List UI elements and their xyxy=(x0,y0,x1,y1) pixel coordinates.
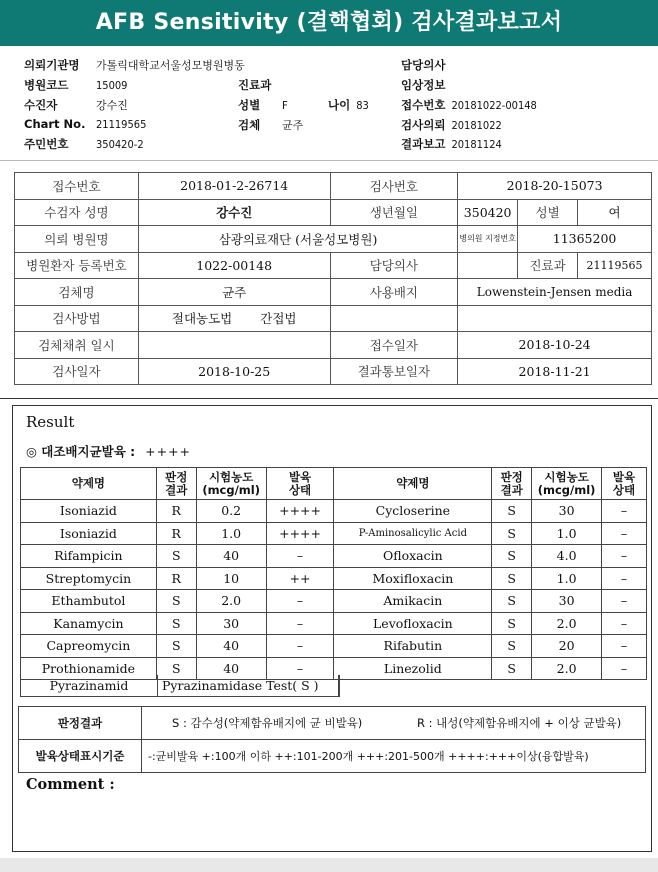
method xyxy=(138,305,330,332)
table-row xyxy=(21,612,647,635)
control-growth: ◎ 대조배지균발육 : ++++ xyxy=(26,444,192,459)
col-growth: 발육 상태 xyxy=(266,468,334,500)
header-test-request: 검사의뢰 20181022 xyxy=(401,118,502,132)
drug-judge-cell: S xyxy=(156,545,196,568)
drug-conc-cell: 40 xyxy=(196,545,266,568)
notify-date-label: 결과통보일자 xyxy=(330,358,458,385)
drug-judge-cell: S xyxy=(156,635,196,658)
drug-judge-cell: S xyxy=(492,657,532,680)
col-conc: 시험농도 (mcg/ml) xyxy=(196,468,266,500)
header-recipient: 수진자 강수진 xyxy=(24,98,128,112)
legend-judge-s: S : 감수성(약제함유배지에 균 비발육) xyxy=(172,716,363,730)
drug-growth-cell: – xyxy=(266,545,334,568)
pyrazinamid-label: Pyrazinamid xyxy=(21,675,158,696)
col-drug-2: 약제명 xyxy=(334,468,492,500)
exam-date-label: 검사일자 xyxy=(15,358,139,385)
method-label: 검사방법 xyxy=(15,305,139,332)
table-row xyxy=(21,590,647,613)
exam-date: 2018-10-25 xyxy=(138,358,330,385)
drug-drug-cell: Streptomycin xyxy=(21,567,157,590)
drug-conc-cell: 40 xyxy=(196,657,266,680)
received-date-label: 접수일자 xyxy=(330,332,458,359)
patient-reg-label: 병원환자 등록번호 xyxy=(15,252,139,279)
patient-name: 강수진 xyxy=(138,199,330,226)
drug-drug-cell: Linezolid xyxy=(334,657,492,680)
drug-growth-cell: – xyxy=(602,522,647,545)
drug-table xyxy=(20,467,647,680)
drug-drug-cell: P-Aminosalicylic Acid xyxy=(334,522,492,545)
sex: 여 xyxy=(578,199,652,226)
table-row xyxy=(21,522,647,545)
drug-growth-cell: – xyxy=(602,500,647,523)
exam-no: 2018-20-15073 xyxy=(458,173,652,200)
header-clinical-info: 임상정보 xyxy=(401,78,446,92)
drug-judge-cell: S xyxy=(492,522,532,545)
result-title: Result xyxy=(26,413,75,431)
drug-drug-cell: Amikacin xyxy=(334,590,492,613)
header-specimen: 검체 균주 xyxy=(238,118,304,132)
section-divider xyxy=(0,398,658,399)
legend-judge-r: R : 내성(약제함유배지에 + 이상 균발육) xyxy=(417,716,622,730)
drug-conc-cell: 10 xyxy=(196,567,266,590)
drug-judge-cell: S xyxy=(492,500,532,523)
drug-growth-cell: – xyxy=(266,657,334,680)
drug-conc-cell: 2.0 xyxy=(532,612,602,635)
drug-conc-cell: 2.0 xyxy=(196,590,266,613)
receipt-no-label: 접수번호 xyxy=(15,173,139,200)
col-judge-2: 판정 결과 xyxy=(492,468,532,500)
bottom-strip xyxy=(0,858,658,872)
legend-growth: -:균비발육 +:100개 이하 ++:101-200개 +++:201-500개 ++++:+++이상(융합발육) xyxy=(142,740,646,773)
drug-conc-cell: 30 xyxy=(532,500,602,523)
drug-drug-cell: Ethambutol xyxy=(21,590,157,613)
drug-conc-cell: 1.0 xyxy=(532,567,602,590)
drug-growth-cell: – xyxy=(602,567,647,590)
req-hospital-label: 의뢰 병원명 xyxy=(15,226,139,253)
drug-drug-cell: Kanamycin xyxy=(21,612,157,635)
header-divider xyxy=(0,160,658,161)
drug-conc-cell: 30 xyxy=(196,612,266,635)
header-sex: 성별 F xyxy=(238,98,288,112)
drug-drug-cell: Cycloserine xyxy=(334,500,492,523)
header-accession: 접수번호 20181022-00148 xyxy=(401,98,537,112)
drug-growth-cell: – xyxy=(266,612,334,635)
drug-growth-cell: ++++ xyxy=(266,500,334,523)
col-growth-2: 발육 상태 xyxy=(602,468,647,500)
col-conc-2: 시험농도 (mcg/ml) xyxy=(532,468,602,500)
header-institution: 의뢰기관명 가톨릭대학교서울성모병원병동 xyxy=(24,58,245,72)
drug-judge-cell: S xyxy=(492,545,532,568)
drug-drug-cell: Moxifloxacin xyxy=(334,567,492,590)
dept-label: 진료과 xyxy=(518,252,578,279)
col-drug: 약제명 xyxy=(21,468,157,500)
legend-judge xyxy=(142,707,646,740)
designated-no: 11365200 xyxy=(518,226,652,253)
collect-value xyxy=(138,332,330,359)
birth-label: 생년월일 xyxy=(330,199,458,226)
drug-conc-cell: 1.0 xyxy=(196,522,266,545)
drug-judge-cell: S xyxy=(156,590,196,613)
specimen: 균주 xyxy=(138,279,330,306)
header-age: 나이 83 xyxy=(328,98,369,112)
drug-judge-cell: R xyxy=(156,522,196,545)
receipt-no: 2018-01-2-26714 xyxy=(138,173,330,200)
header-report: 결과보고 20181124 xyxy=(401,137,502,151)
drug-judge-cell: S xyxy=(492,635,532,658)
drug-growth-cell: – xyxy=(266,590,334,613)
sex-label: 성별 xyxy=(518,199,578,226)
media: Lowenstein-Jensen media xyxy=(458,279,652,306)
patient-info-table xyxy=(14,172,652,385)
doctor-value xyxy=(458,252,518,279)
comment-label: Comment : xyxy=(26,776,115,793)
method-absolute: 절대농도법 xyxy=(171,311,233,327)
drug-conc-cell: 20 xyxy=(532,635,602,658)
drug-conc-cell: 40 xyxy=(196,635,266,658)
header-rrn: 주민번호 350420-2 xyxy=(24,137,144,151)
drug-judge-cell: R xyxy=(156,500,196,523)
drug-drug-cell: Levofloxacin xyxy=(334,612,492,635)
drug-growth-cell: – xyxy=(266,635,334,658)
drug-conc-cell: 4.0 xyxy=(532,545,602,568)
header-hospital-code: 병원코드 15009 xyxy=(24,78,128,92)
media-label: 사용배지 xyxy=(330,279,458,306)
drug-conc-cell: 1.0 xyxy=(532,522,602,545)
collect-label: 검체채취 일시 xyxy=(15,332,139,359)
drug-judge-cell: S xyxy=(492,590,532,613)
dept-value: 21119565 xyxy=(578,252,652,279)
legend-judge-label: 판정결과 xyxy=(19,707,142,740)
drug-judge-cell: S xyxy=(156,612,196,635)
drug-growth-cell: ++ xyxy=(266,567,334,590)
patient-name-label: 수검자 성명 xyxy=(15,199,139,226)
patient-reg: 1022-00148 xyxy=(138,252,330,279)
notify-date: 2018-11-21 xyxy=(458,358,652,385)
birth: 350420 xyxy=(458,199,518,226)
header-dept: 진료과 xyxy=(238,78,272,92)
drug-conc-cell: 2.0 xyxy=(532,657,602,680)
drug-conc-cell: 30 xyxy=(532,590,602,613)
drug-growth-cell: – xyxy=(602,590,647,613)
drug-drug-cell: Ofloxacin xyxy=(334,545,492,568)
drug-judge-cell: S xyxy=(492,612,532,635)
drug-drug-cell: Prothionamide xyxy=(21,657,157,680)
drug-drug-cell: Isoniazid xyxy=(21,522,157,545)
drug-conc-cell: 0.2 xyxy=(196,500,266,523)
drug-judge-cell: S xyxy=(156,657,196,680)
col-judge: 판정 결과 xyxy=(156,468,196,500)
legend-growth-label: 발육상태표시기준 xyxy=(19,740,142,773)
designated-no-label: 병의원 지정번호 xyxy=(458,226,518,253)
req-hospital: 삼광의료재단 (서울성모병원) xyxy=(138,226,457,253)
drug-growth-cell: – xyxy=(602,545,647,568)
report-title: AFB Sensitivity (결핵협회) 검사결과보고서 xyxy=(0,0,658,46)
legend-table xyxy=(18,706,646,773)
doctor-label: 담당의사 xyxy=(330,252,458,279)
pyrazinamid-value: Pyrazinamidase Test( S ) xyxy=(158,675,339,696)
received-date: 2018-10-24 xyxy=(458,332,652,359)
drug-growth-cell: – xyxy=(602,635,647,658)
header-attending: 담당의사 xyxy=(401,58,446,72)
drug-drug-cell: Rifabutin xyxy=(334,635,492,658)
method-indirect: 간접법 xyxy=(260,311,297,327)
table-row xyxy=(21,635,647,658)
drug-drug-cell: Isoniazid xyxy=(21,500,157,523)
drug-growth-cell: ++++ xyxy=(266,522,334,545)
drug-growth-cell: – xyxy=(602,612,647,635)
specimen-label: 검체명 xyxy=(15,279,139,306)
table-row xyxy=(21,500,647,523)
drug-judge-cell: R xyxy=(156,567,196,590)
table-row xyxy=(21,567,647,590)
header-chart: Chart No. 21119565 xyxy=(24,117,147,131)
drug-growth-cell: – xyxy=(602,657,647,680)
exam-no-label: 검사번호 xyxy=(330,173,458,200)
pyrazinamid-row xyxy=(20,675,340,697)
drug-drug-cell: Rifampicin xyxy=(21,545,157,568)
drug-drug-cell: Capreomycin xyxy=(21,635,157,658)
table-row xyxy=(21,545,647,568)
drug-judge-cell: S xyxy=(492,567,532,590)
